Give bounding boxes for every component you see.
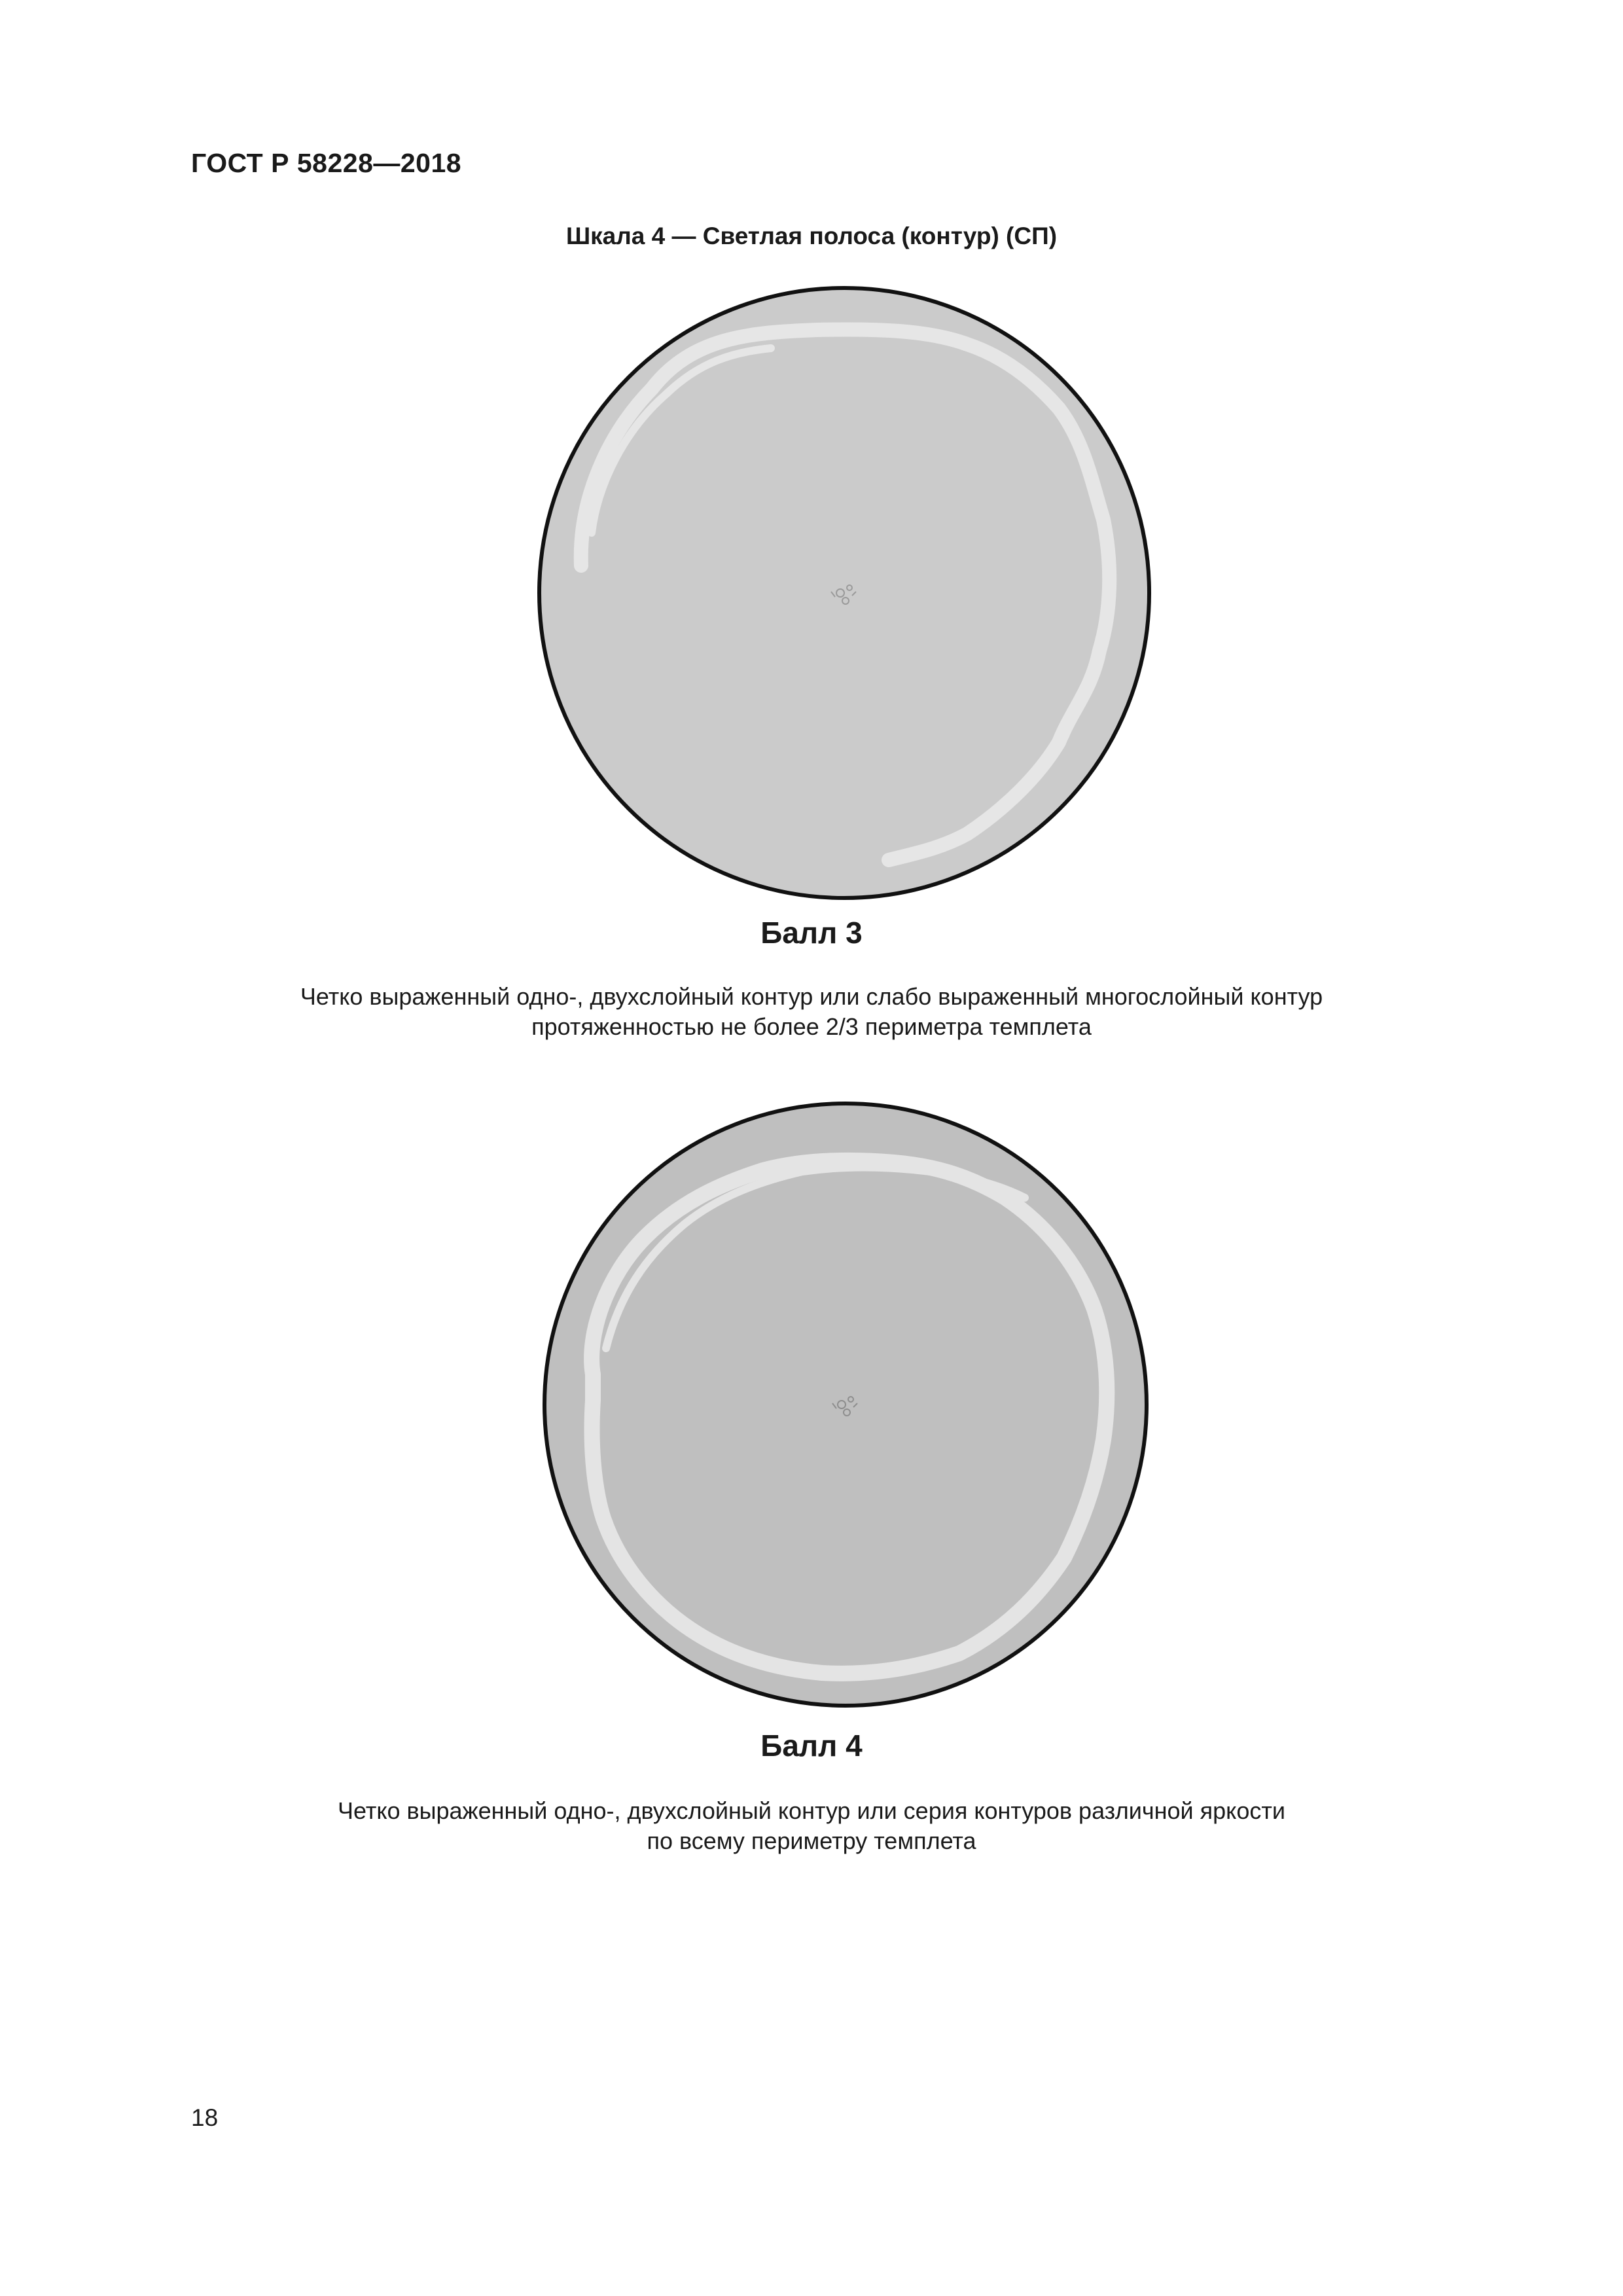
score-label-3: Балл 3	[760, 916, 863, 950]
template-figure-score-4	[541, 1100, 1150, 1710]
template-disc-score-4	[541, 1100, 1150, 1710]
caption-line: Четко выраженный одно-, двухслойный контур или серия контуров различной яркости	[338, 1797, 1285, 1824]
document-standard-id: ГОСТ Р 58228—2018	[191, 148, 462, 178]
score-label-4: Балл 4	[760, 1729, 863, 1763]
caption-line: по всему периметру темплета	[647, 1827, 976, 1854]
caption-line: протяженностью не более 2/3 периметра темплета	[531, 1013, 1092, 1040]
page-number: 18	[191, 2104, 219, 2131]
caption-score-4	[0, 1796, 1623, 1856]
template-figure-score-3	[535, 284, 1153, 902]
caption-line: Четко выраженный одно-, двухслойный контур или слабо выраженный многослойный контур	[300, 983, 1323, 1010]
caption-score-3	[0, 982, 1623, 1042]
template-disc-score-3	[535, 284, 1153, 902]
scale-title: Шкала 4 — Светлая полоса (контур) (СП)	[565, 223, 1058, 249]
